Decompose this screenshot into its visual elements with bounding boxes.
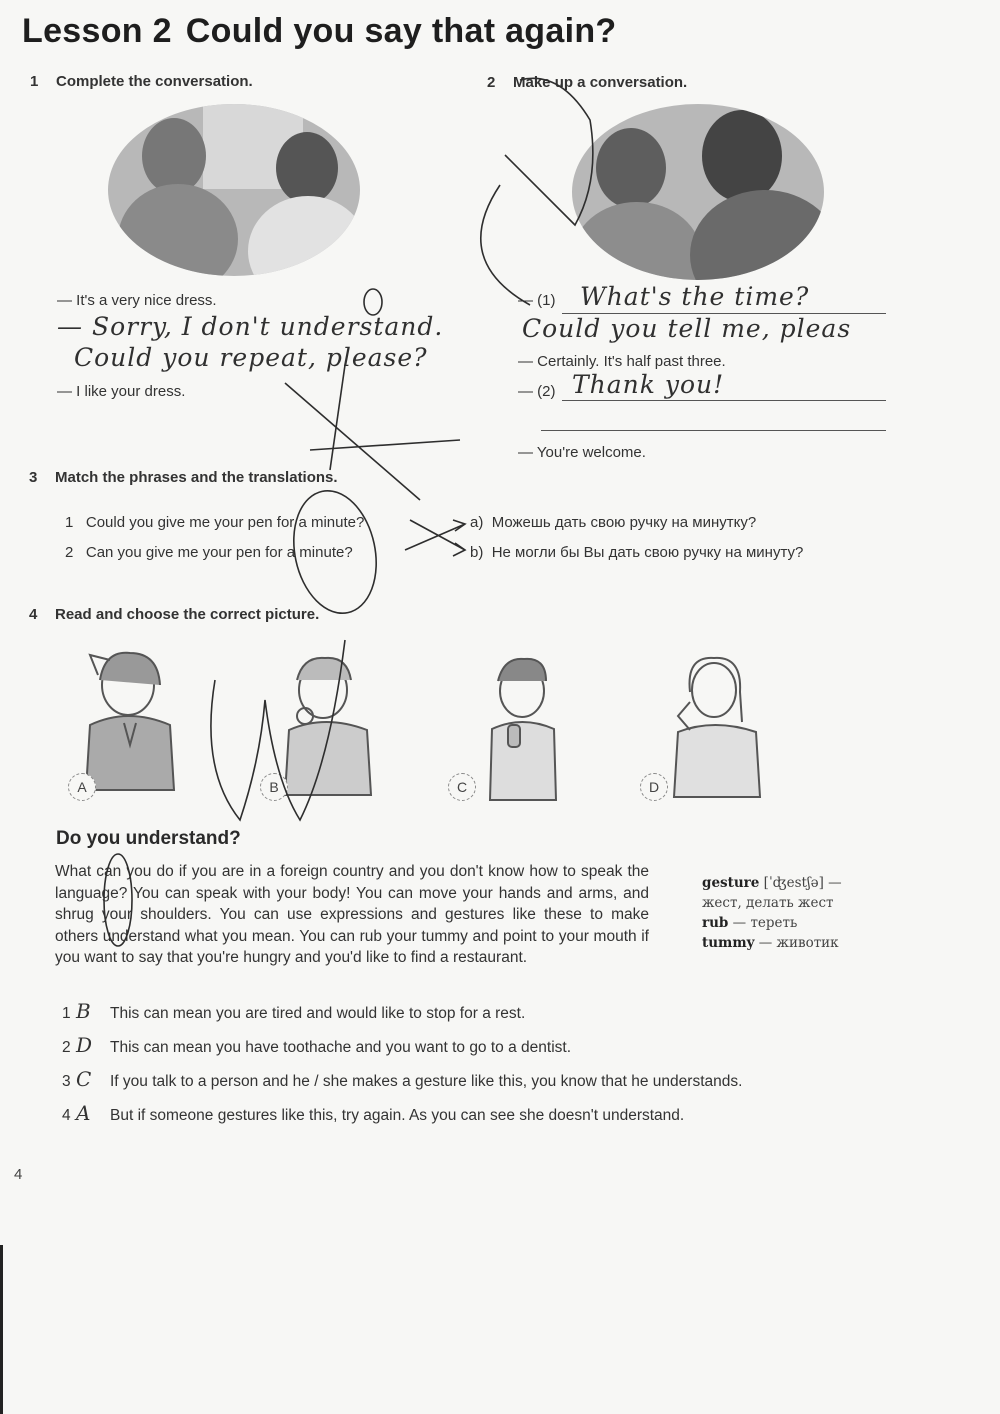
- ex1-handwritten-answer-2: Could you repeat, please?: [74, 343, 428, 372]
- ex2-handwritten-answer-1b: Could you tell me, pleas: [522, 314, 852, 343]
- ex3-translation-b-text: Не могли бы Вы дать свою ручку на минуту?: [491, 544, 804, 561]
- exercise-2-heading: [487, 74, 687, 91]
- statement-3-text: If you talk to a person and he / she makes a gesture like this, you know that he understands.: [110, 1073, 743, 1090]
- statement-4-answer: A: [76, 1101, 91, 1125]
- ex3-translation-b-letter: b): [470, 544, 484, 561]
- ex3-translation-a-text: Можешь дать свою ручку на минутку?: [491, 514, 757, 531]
- ex3-phrase-1-text: Could you give me your pen for a minute?: [85, 514, 365, 531]
- exercise-1-instruction: Complete the conversation.: [56, 73, 253, 90]
- picture-c-boy-thumbs-up: [478, 655, 568, 805]
- scribble-cross-3: [310, 440, 460, 450]
- ex1-handwritten-answer-1: — Sorry, I don't understand.: [57, 312, 444, 341]
- exercise-3-number: 3: [29, 469, 38, 486]
- boy-thumbs-up-icon: [478, 655, 568, 805]
- ex3-translation-a: [470, 514, 756, 531]
- exercise-2-instruction: Make up a conversation.: [513, 74, 688, 91]
- lesson-title-text: Could you say that again?: [185, 12, 617, 50]
- statement-4-text: But if someone gestures like this, try again. As you can see she doesn't understand.: [110, 1107, 685, 1124]
- reading-heading: Do you understand?: [56, 828, 241, 849]
- girl-confused-icon: [70, 645, 190, 795]
- ex2-handwritten-answer-2: Thank you!: [572, 370, 725, 399]
- exercise-4-number: 4: [29, 606, 38, 623]
- statement-2-number: 2: [62, 1039, 71, 1056]
- ex3-phrase-2-text: Can you give me your pen for a minute?: [85, 544, 353, 561]
- lesson-title: [22, 12, 616, 51]
- picture-c-label: C: [448, 773, 476, 801]
- statement-1-number: 1: [62, 1005, 71, 1022]
- exercise-3-heading: [29, 469, 338, 486]
- scribble-arrow-2b: [453, 520, 465, 531]
- picture-b-boy-yawning: [275, 650, 385, 800]
- ex3-phrase-2-number: 2: [65, 544, 74, 561]
- ex3-translation-b: [470, 544, 803, 561]
- exercise-1-heading: [30, 73, 253, 90]
- ex2-blank-line-2: [562, 399, 886, 401]
- statement-3-answer: C: [76, 1067, 92, 1091]
- scribble-arrow-1: [410, 520, 465, 550]
- scribble-arrow-1b: [453, 543, 465, 556]
- statement-4-number: 4: [62, 1107, 71, 1124]
- ex2-question-2-prefix: — (2): [518, 383, 556, 400]
- picture-a-girl-scratching-head: [70, 645, 190, 795]
- reading-paragraph: What can you do if you are in a foreign country and you don't know how to speak the language? You can speak with your body! You can move your hands and arms, and shrug your shoulders. You can use expressions and gestures like these to make others understand what you mean. You can rub your tummy and point to your mouth if you want to say that you're hungry and you'd like to find a restaurant.: [55, 863, 649, 967]
- page-number: 4: [14, 1166, 23, 1183]
- ex1-line-1: — It's a very nice dress.: [57, 292, 217, 309]
- ex3-phrase-1: [65, 514, 364, 531]
- ex2-handwritten-answer-1: What's the time?: [580, 282, 810, 311]
- ex2-blank-line-3: [541, 429, 886, 431]
- exercise-2-number: 2: [487, 74, 496, 91]
- statement-1-text: This can mean you are tired and would like to stop for a rest.: [110, 1005, 526, 1022]
- scribble-arc-left: [481, 185, 530, 305]
- statement-2-answer: D: [76, 1033, 93, 1057]
- ex2-question-1-prefix: — (1): [518, 292, 556, 309]
- ex3-phrase-2: [65, 544, 353, 561]
- statement-3: [62, 1067, 742, 1091]
- exercise-4-heading: [29, 606, 319, 623]
- ex2-reply-1: — Certainly. It's half past three.: [518, 353, 726, 370]
- exercise-4-instruction: Read and choose the correct picture.: [55, 606, 320, 623]
- statement-1-answer: B: [76, 999, 91, 1023]
- scan-edge: [0, 1245, 3, 1414]
- statement-2: [62, 1033, 571, 1057]
- statement-2-text: This can mean you have toothache and you want to go to a dentist.: [110, 1039, 571, 1056]
- picture-b-label: B: [260, 773, 288, 801]
- glossary-gesture: gesture [ˈʤestʃə] — жест, делать жест: [702, 875, 842, 911]
- ex1-line-3: — I like your dress.: [57, 383, 186, 400]
- glossary: [702, 873, 872, 953]
- boy-tired-icon: [275, 650, 385, 800]
- picture-d-girl-toothache: [660, 652, 770, 802]
- picture-a-label: A: [68, 773, 96, 801]
- scribble-arrow-2: [405, 524, 465, 550]
- glossary-tummy: tummy — животик: [702, 935, 839, 951]
- ex3-translation-a-letter: a): [470, 514, 484, 531]
- exercise-1-number: 1: [30, 73, 39, 90]
- ex3-phrase-1-number: 1: [65, 514, 74, 531]
- statement-1: [62, 999, 525, 1023]
- girl-toothache-icon: [660, 652, 770, 802]
- statement-4: [62, 1101, 684, 1125]
- statement-3-number: 3: [62, 1073, 71, 1090]
- picture-d-label: D: [640, 773, 668, 801]
- photo-two-men: [572, 104, 824, 280]
- ex2-reply-2: — You're welcome.: [518, 444, 646, 461]
- exercise-3-instruction: Match the phrases and the translations.: [55, 469, 338, 486]
- scribble-cross-2: [330, 365, 345, 470]
- glossary-rub: rub — тереть: [702, 915, 798, 931]
- photo-two-girls: [108, 104, 360, 276]
- lesson-number: Lesson 2: [22, 12, 172, 50]
